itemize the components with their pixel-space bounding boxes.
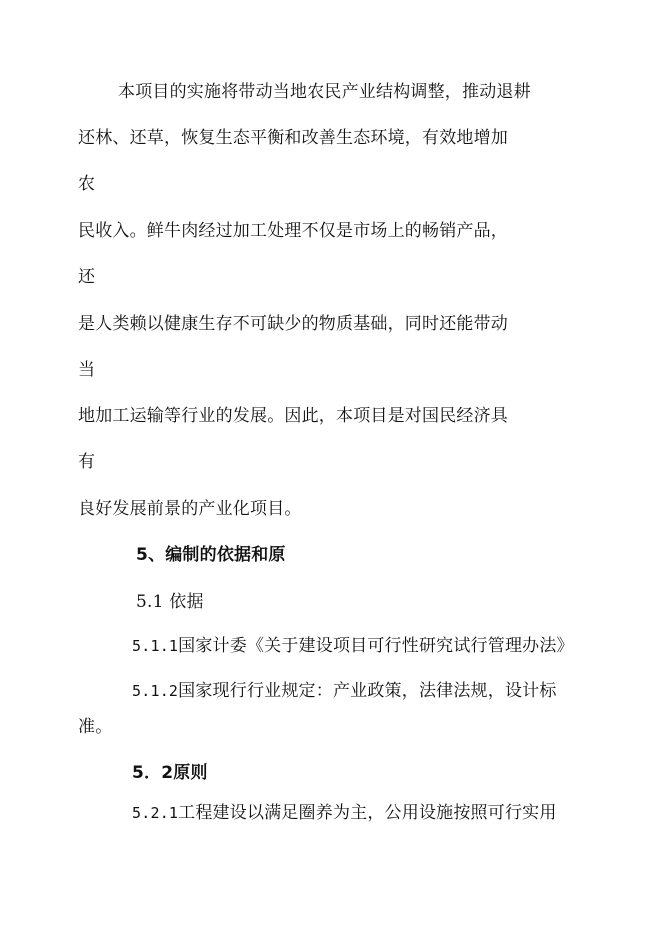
paragraph-line: 还 [78, 267, 96, 287]
section-heading-5: 5、编制的依据和原 [136, 545, 286, 565]
paragraph-line: 良好发展前景的产业化项目。 [78, 499, 302, 519]
clause-number: 5.1.1 [132, 637, 179, 655]
clause-continuation: 准。 [78, 717, 113, 737]
subsection-heading-5-1: 5.1 依据 [136, 592, 204, 612]
paragraph-line: 还林、还草，恢复生态平衡和改善生态环境，有效地增加 [78, 128, 508, 148]
clause-text: 国家计委《关于建设项目可行性研究试行管理办法》 [178, 636, 574, 656]
clause-5-2-1 [132, 803, 557, 823]
clause-5-1-2 [132, 681, 557, 701]
subsection-heading-5-2: 5．2原则 [132, 763, 208, 783]
paragraph-line: 农 [78, 174, 96, 194]
paragraph-line: 当 [78, 360, 96, 380]
paragraph-line: 本项目的实施将带动当地农民产业结构调整，推动退耕 [118, 82, 531, 102]
clause-number: 5.2.1 [132, 804, 179, 822]
clause-5-1-1 [132, 636, 574, 656]
clause-number: 5.1.2 [132, 682, 179, 700]
paragraph-line: 有 [78, 452, 96, 472]
paragraph-line: 民收入。鲜牛肉经过加工处理不仅是市场上的畅销产品， [78, 221, 508, 241]
clause-text: 工程建设以满足圈养为主，公用设施按照可行实用 [178, 803, 557, 823]
paragraph-line: 地加工运输等行业的发展。因此，本项目是对国民经济具 [78, 406, 508, 426]
paragraph-line: 是人类赖以健康生存不可缺少的物质基础，同时还能带动 [78, 314, 508, 334]
clause-text: 国家现行行业规定：产业政策，法律法规，设计标 [178, 681, 557, 701]
